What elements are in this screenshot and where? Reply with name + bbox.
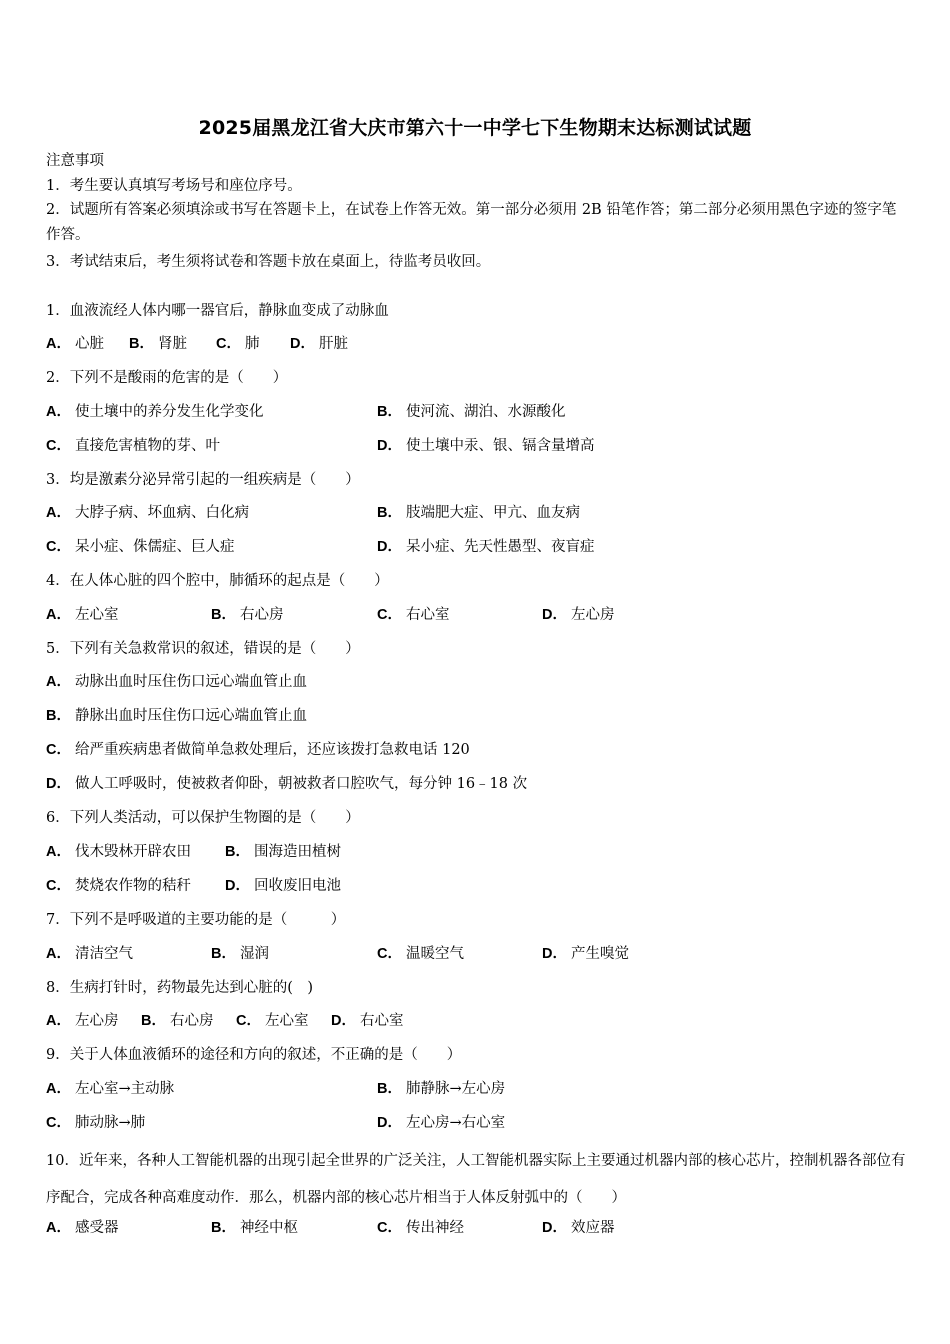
option	[216, 335, 259, 353]
option-label: A．	[46, 404, 71, 420]
option	[290, 335, 348, 353]
option-label: A．	[46, 1220, 71, 1236]
option-label: B．	[211, 946, 236, 962]
option	[129, 335, 187, 353]
option-text: 回收废旧电池	[253, 878, 341, 894]
option-label: B．	[141, 1013, 166, 1029]
option	[46, 877, 191, 895]
option	[46, 843, 191, 861]
option-label: B．	[377, 505, 402, 521]
option-text: 湿润	[239, 946, 269, 962]
option-text: 左心房	[74, 1013, 119, 1029]
option-text: 效应器	[570, 1220, 615, 1236]
option-label: A．	[46, 607, 71, 623]
option-text: 心脏	[74, 336, 104, 352]
option	[377, 606, 449, 624]
question-stem: 4．在人体心脏的四个腔中，肺循环的起点是（ ）	[46, 573, 389, 589]
option	[46, 403, 263, 421]
option-text: 右心房	[169, 1013, 214, 1029]
option-label: D．	[542, 1220, 567, 1236]
option-text: 左心房	[570, 607, 615, 623]
option-label: C．	[377, 607, 402, 623]
option	[542, 945, 629, 963]
option	[211, 945, 269, 963]
option-text: 产生嗅觉	[570, 946, 629, 962]
option	[46, 673, 307, 691]
option-label: D．	[46, 776, 71, 792]
option-label: A．	[46, 1013, 71, 1029]
option-text: 动脉出血时压住伤口远心端血管止血	[74, 674, 307, 690]
question-stem: 10．近年来，各种人工智能机器的出现引起全世界的广泛关注，人工智能机器实际上主要通过机器内部的核心芯片，控制机器各部位有序配合，完成各种高难度动作．那么，机器内部的核心芯片相当于人体反射弧中的（ ）	[46, 1153, 906, 1206]
option-label: D．	[225, 878, 250, 894]
option-text: 左心室	[74, 607, 119, 623]
option-text: 肾脏	[157, 336, 187, 352]
option-text: 肺动脉→肺	[74, 1115, 146, 1131]
option-label: D．	[542, 946, 567, 962]
option-label: D．	[331, 1013, 356, 1029]
option-text: 右心室	[405, 607, 450, 623]
option-label: B．	[129, 336, 154, 352]
option-text: 围海造田植树	[253, 844, 341, 860]
option-text: 左心室→主动脉	[74, 1081, 175, 1097]
question-stem: 3．均是激素分泌异常引起的一组疾病是（ ）	[46, 472, 360, 488]
option-label: C．	[377, 946, 402, 962]
notice-item: 2．试题所有答案必须填涂或书写在答题卡上，在试卷上作答无效。第一部分必须用 2B 铅笔作答；第二部分必须用黑色字迹的签字笔作答。	[46, 202, 897, 243]
option-text: 右心房	[239, 607, 284, 623]
page-title: 2025届黑龙江省大庆市第六十一中学七下生物期末达标测试试题	[198, 117, 752, 139]
option-label: B．	[377, 1081, 402, 1097]
option-label: D．	[377, 1115, 402, 1131]
option	[542, 1219, 614, 1237]
option	[377, 504, 580, 522]
option-label: B．	[211, 1220, 236, 1236]
option	[211, 1219, 298, 1237]
option-text: 左心房→右心室	[405, 1115, 506, 1131]
option-text: 神经中枢	[239, 1220, 298, 1236]
option-label: A．	[46, 844, 71, 860]
option	[46, 741, 470, 759]
option	[377, 437, 594, 455]
option-label: C．	[46, 878, 71, 894]
option-label: C．	[377, 1220, 402, 1236]
option-text: 给严重疾病患者做简单急救处理后，还应该拨打急救电话 120	[74, 742, 470, 758]
option-text: 左心室	[264, 1013, 309, 1029]
option-label: C．	[46, 1115, 71, 1131]
option-label: B．	[211, 607, 236, 623]
option-label: A．	[46, 505, 71, 521]
option	[46, 335, 104, 353]
question-stem: 6．下列人类活动，可以保护生物圈的是（ ）	[46, 810, 360, 826]
option	[377, 403, 565, 421]
option-text: 肢端肥大症、甲亢、血友病	[405, 505, 580, 521]
option	[225, 877, 341, 895]
question-stem: 5．下列有关急救常识的叙述，错误的是（ ）	[46, 641, 360, 657]
option	[46, 945, 133, 963]
option	[377, 538, 594, 556]
option	[377, 1219, 464, 1237]
question-stem: 2．下列不是酸雨的危害的是（ ）	[46, 370, 288, 386]
option-text: 感受器	[74, 1220, 119, 1236]
option-text: 温暖空气	[405, 946, 464, 962]
option-text: 呆小症、先天性愚型、夜盲症	[405, 539, 595, 555]
option-text: 直接危害植物的芽、叶	[74, 438, 220, 454]
option-label: C．	[46, 539, 71, 555]
option-label: C．	[46, 742, 71, 758]
option-text: 焚烧农作物的秸秆	[74, 878, 191, 894]
option-label: B．	[46, 708, 71, 724]
option-text: 传出神经	[405, 1220, 464, 1236]
option	[46, 775, 527, 793]
option-text: 肺	[244, 336, 260, 352]
option-label: C．	[216, 336, 241, 352]
question-stem: 1．血液流经人体内哪一器官后，静脉血变成了动脉血	[46, 303, 389, 319]
option-label: A．	[46, 674, 71, 690]
option-text: 大脖子病、坏血病、白化病	[74, 505, 249, 521]
option	[141, 1012, 213, 1030]
option	[46, 1219, 118, 1237]
option	[236, 1012, 308, 1030]
option-label: C．	[46, 438, 71, 454]
option-text: 静脉出血时压住伤口远心端血管止血	[74, 708, 307, 724]
option-label: A．	[46, 946, 71, 962]
option-text: 伐木毁林开辟农田	[74, 844, 191, 860]
question-stem: 7．下列不是呼吸道的主要功能的是（ ）	[46, 912, 346, 928]
option-text: 使河流、湖泊、水源酸化	[405, 404, 566, 420]
option-text: 清洁空气	[74, 946, 133, 962]
notice-item: 3．考试结束后，考生须将试卷和答题卡放在桌面上，待监考员收回。	[46, 254, 491, 270]
option	[377, 1114, 505, 1132]
option-label: A．	[46, 336, 71, 352]
option-text: 使土壤中的养分发生化学变化	[74, 404, 264, 420]
option	[46, 1080, 174, 1098]
notice-item: 1．考生要认真填写考场号和座位序号。	[46, 178, 302, 194]
option-label: A．	[46, 1081, 71, 1097]
option	[46, 707, 307, 725]
option-label: D．	[377, 438, 402, 454]
option	[46, 606, 118, 624]
option-text: 肝脏	[318, 336, 348, 352]
option	[542, 606, 614, 624]
option	[46, 437, 220, 455]
option-label: D．	[290, 336, 315, 352]
option	[46, 1114, 145, 1132]
question-stem: 8．生病打针时，药物最先达到心脏的( )	[46, 980, 314, 996]
option-text: 呆小症、侏儒症、巨人症	[74, 539, 235, 555]
option-text: 做人工呼吸时，使被救者仰卧，朝被救者口腔吹气，每分钟 16﹣18 次	[74, 776, 528, 792]
option	[46, 504, 249, 522]
option	[331, 1012, 403, 1030]
option	[377, 1080, 505, 1098]
option	[377, 945, 464, 963]
option-label: B．	[377, 404, 402, 420]
option-label: C．	[236, 1013, 261, 1029]
option-text: 使土壤中汞、银、镉含量增高	[405, 438, 595, 454]
option-label: D．	[377, 539, 402, 555]
option	[46, 538, 234, 556]
option-text: 肺静脉→左心房	[405, 1081, 506, 1097]
question-stem: 9．关于人体血液循环的途径和方向的叙述，不正确的是（ ）	[46, 1047, 462, 1063]
option	[225, 843, 341, 861]
option	[211, 606, 283, 624]
option-text: 右心室	[359, 1013, 404, 1029]
option-label: D．	[542, 607, 567, 623]
option-label: B．	[225, 844, 250, 860]
option	[46, 1012, 118, 1030]
notice-heading: 注意事项	[46, 153, 104, 169]
